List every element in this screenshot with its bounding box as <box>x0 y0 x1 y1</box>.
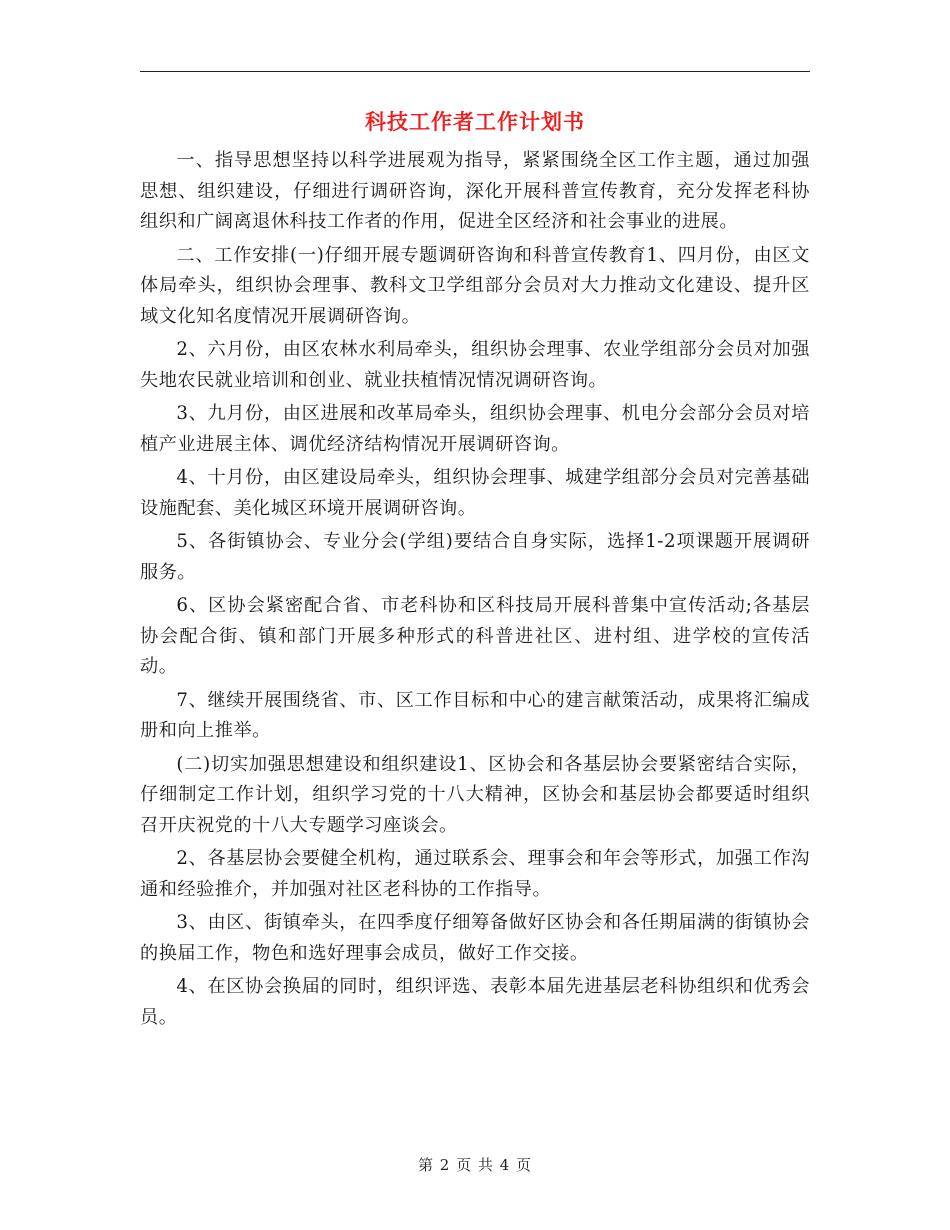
paragraph-10: 2、各基层协会要健全机构，通过联系会、理事会和年会等形式，加强工作沟通和经验推介，并加强对社区老科协的工作指导。 <box>140 848 810 900</box>
paragraph-6: 5、各街镇协会、专业分会(学组)要结合自身实际，选择1-2项课题开展调研服务。 <box>140 531 810 583</box>
paragraph-11: 3、由区、街镇牵头，在四季度仔细筹备做好区协会和各任期届满的街镇协会的换届工作，物色和选好理事会成员，做好工作交接。 <box>140 912 810 964</box>
paragraph-1: 一、指导思想坚持以科学进展观为指导，紧紧围绕全区工作主题，通过加强思想、组织建设，仔细进行调研咨询，深化开展科普宣传教育，充分发挥老科协组织和广阔离退休科技工作者的作用，促进全区经济和社会事业的进展。 <box>140 150 810 232</box>
paragraph-5: 4、十月份，由区建设局牵头，组织协会理事、城建学组部分会员对完善基础设施配套、美化城区环境开展调研咨询。 <box>140 467 810 519</box>
paragraph-9: (二)切实加强思想建设和组织建设1、区协会和各基层协会要紧密结合实际，仔细制定工作计划，组织学习党的十八大精神，区协会和基层协会都要适时组织召开庆祝党的十八大专题学习座谈会。 <box>140 753 810 836</box>
page-number-footer: 第 2 页 共 4 页 <box>418 1156 532 1174</box>
document-title: 科技工作者工作计划书 <box>365 109 585 134</box>
paragraph-8: 7、继续开展围绕省、市、区工作目标和中心的建言献策活动，成果将汇编成册和向上推举。 <box>140 689 810 741</box>
paragraph-3: 2、六月份，由区农林水利局牵头，组织协会理事、农业学组部分会员对加强失地农民就业培训和创业、就业扶植情况情况调研咨询。 <box>140 339 810 391</box>
paragraph-7: 6、区协会紧密配合省、市老科协和区科技局开展科普集中宣传活动;各基层协会配合街、镇和部门开展多种形式的科普进社区、进村组、进学校的宣传活动。 <box>140 595 810 677</box>
paragraph-2: 二、工作安排(一)仔细开展专题调研咨询和科普宣传教育1、四月份，由区文体局牵头，组织协会理事、教科文卫学组部分会员对大力推动文化建设、提升区域文化知名度情况开展调研咨询。 <box>140 244 810 327</box>
header-rule <box>140 71 810 72</box>
paragraph-4: 3、九月份，由区进展和改革局牵头，组织协会理事、机电分会部分会员对培植产业进展主体、调优经济结构情况开展调研咨询。 <box>140 403 810 455</box>
paragraph-12: 4、在区协会换届的同时，组织评选、表彰本届先进基层老科协组织和优秀会员。 <box>140 976 810 1028</box>
document-body <box>140 146 810 1036</box>
